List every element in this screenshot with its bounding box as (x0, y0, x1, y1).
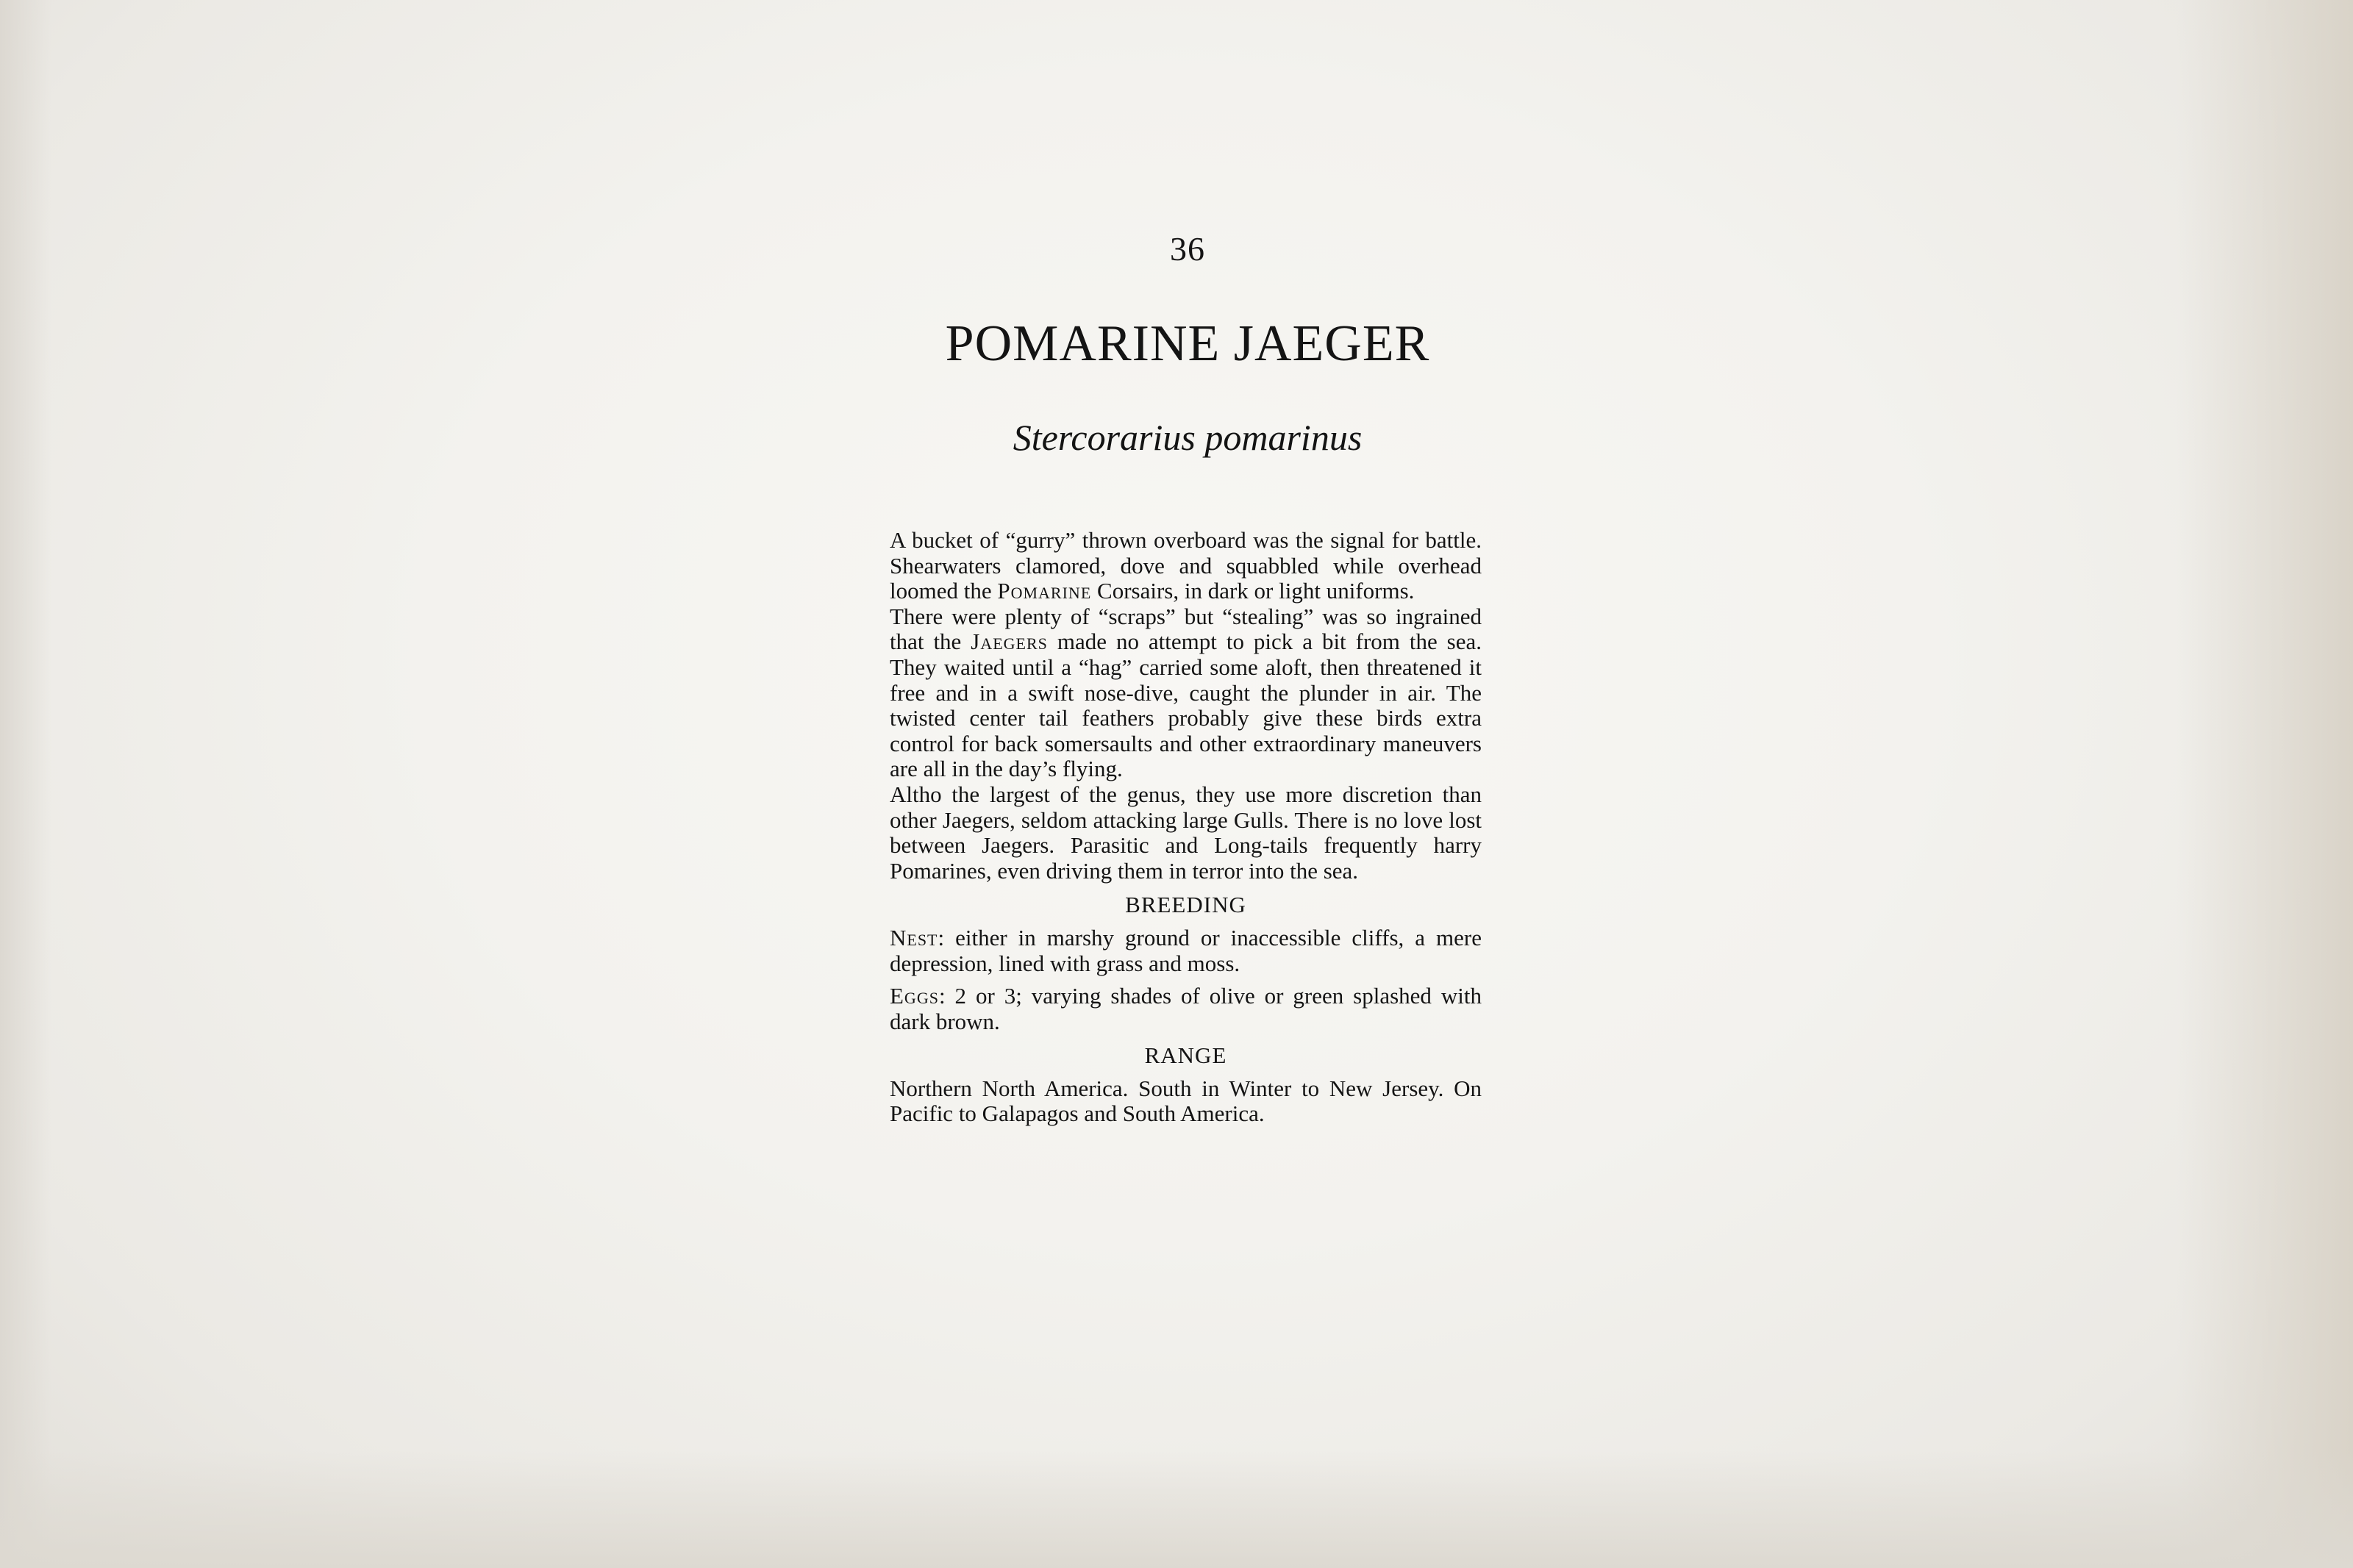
page-title: POMARINE JAEGER (945, 315, 1430, 372)
paragraph-text: There were plenty of “scraps” but “stealing” was so ingrained that the (890, 603, 1482, 655)
small-caps-name: Jaegers (971, 629, 1048, 655)
nest-entry (890, 926, 1482, 976)
eggs-text: : 2 or 3; varying shades of olive or green splashed with dark brown. (890, 983, 1482, 1034)
breeding-heading: BREEDING (1125, 892, 1246, 918)
paragraph-text: Corsairs, in dark or light uniforms. (1091, 578, 1415, 604)
scientific-name: Stercorarius pomarinus (1013, 417, 1363, 458)
plate-number: 36 (1170, 230, 1205, 268)
eggs-label: Eggs (890, 983, 939, 1009)
nest-text: : either in marshy ground or inaccessible cliffs, a mere depression, lined with grass and moss. (890, 924, 1482, 976)
description-paragraph-1 (890, 528, 1482, 604)
eggs-entry (890, 984, 1482, 1034)
page-shadow-bottom (0, 1450, 2353, 1568)
small-caps-name: Pomarine (997, 578, 1092, 604)
paragraph-text: made no attempt to pick a bit from the sea. They waited until a “hag” carried some aloft, then threatened it free and in a swift nose-dive, caught the plunder in air. The twisted center tail feathers probably give these birds extra control for back somersaults and other extraordinary maneuvers are all in the day’s flying. (890, 629, 1482, 782)
nest-label: Nest (890, 924, 938, 951)
range-text: Northern North America. South in Winter to New Jersey. On Pacific to Galapagos and South America. (890, 1075, 1482, 1127)
range-heading: RANGE (1144, 1042, 1227, 1069)
description-paragraph-3: Altho the largest of the genus, they use more discretion than other Jaegers, seldom attacking large Gulls. There is no love lost between Jaegers. Parasitic and Long-tails frequently harry Pomarines, even driving them in terror into the sea. (890, 781, 1482, 884)
species-text (890, 528, 1482, 1127)
description-paragraph-2 (890, 604, 1482, 782)
paragraph-text: A bucket of “gurry” thrown overboard was the signal for battle. Shearwaters clamored, dove and squabbled while overhead loomed the (890, 527, 1482, 604)
